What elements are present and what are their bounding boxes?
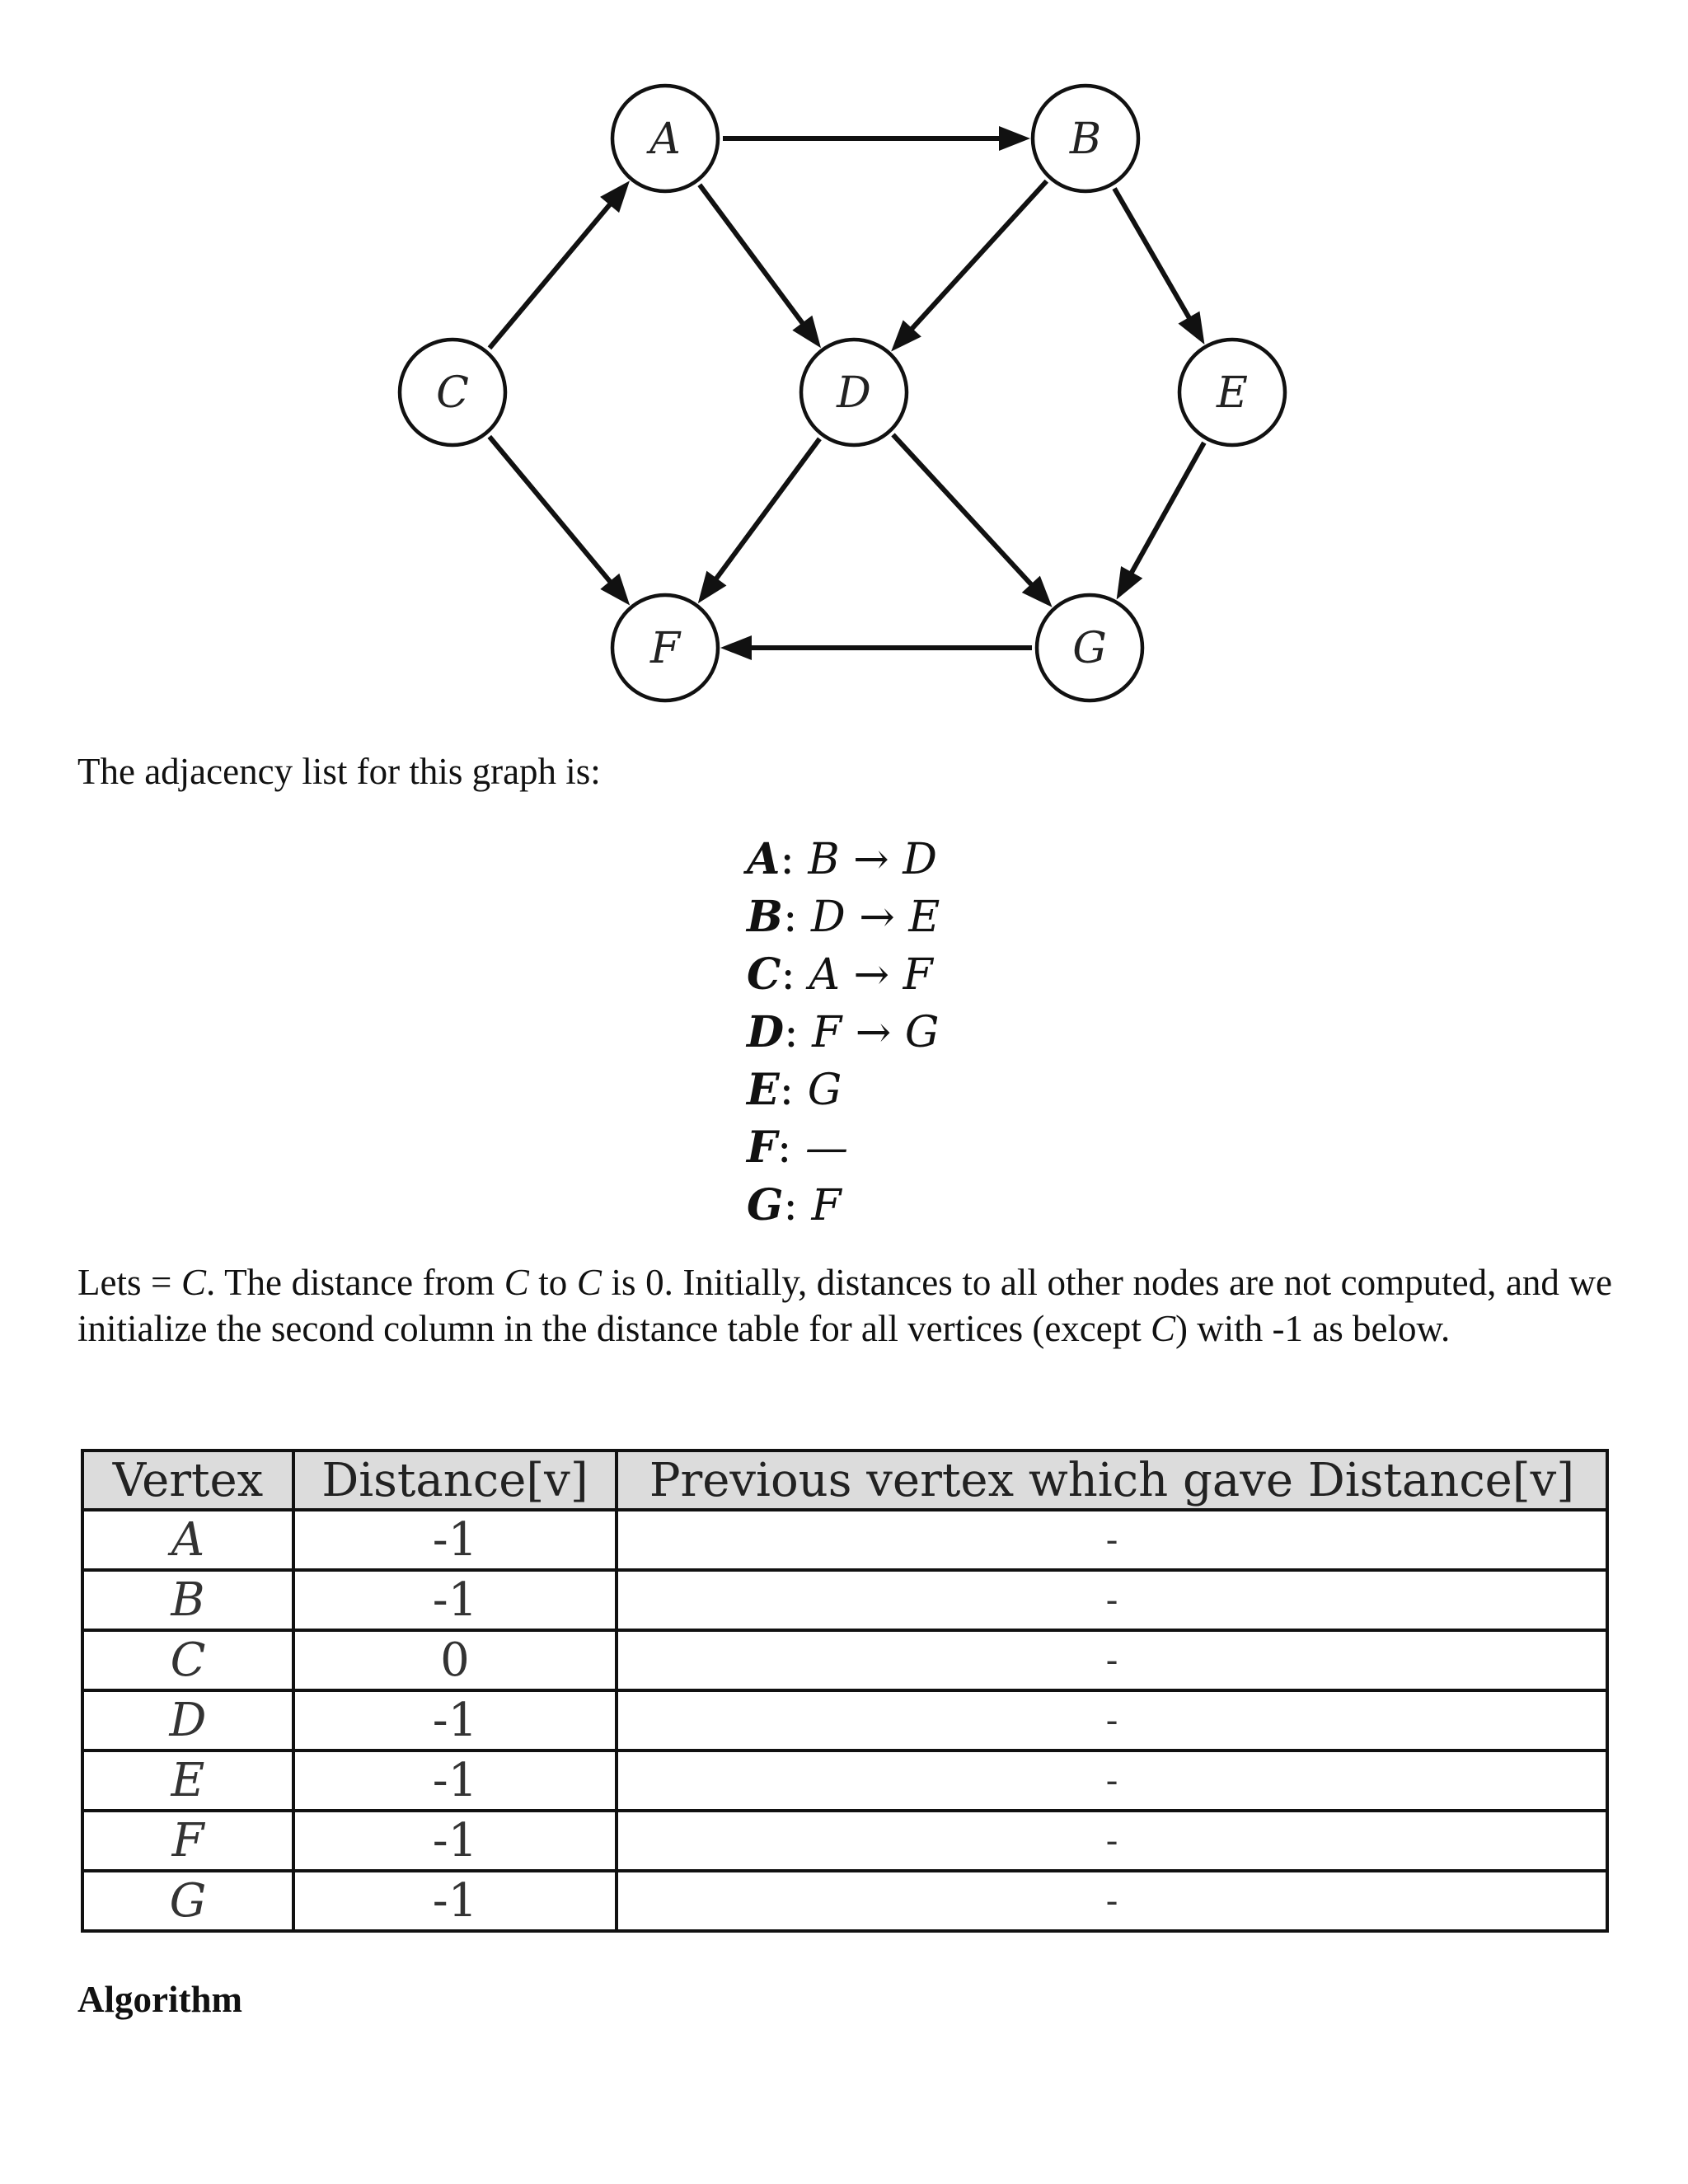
vertex-ref: C <box>576 1262 602 1303</box>
vertex-ref: C <box>181 1262 207 1303</box>
adjacency-separator: : <box>782 893 798 942</box>
adjacency-targets: F <box>811 1181 842 1230</box>
table-row <box>82 1690 1607 1750</box>
previous-vertex-cell: - <box>617 1871 1607 1931</box>
distance-cell: -1 <box>293 1750 617 1811</box>
vertex-cell: B <box>82 1570 293 1630</box>
distance-cell: -1 <box>293 1690 617 1750</box>
graph-node-b <box>1033 86 1138 191</box>
table-row <box>82 1630 1607 1690</box>
adjacency-row-c <box>747 946 940 1004</box>
distance-cell: -1 <box>293 1871 617 1931</box>
explanation-text: to <box>528 1262 577 1303</box>
adjacency-targets: B → D <box>808 835 937 884</box>
table-header-row <box>82 1451 1607 1510</box>
edge-G-F <box>720 635 1032 660</box>
adjacency-vertex: G <box>747 1180 784 1230</box>
node-label: A <box>649 115 681 164</box>
distance-cell: -1 <box>293 1811 617 1871</box>
adjacency-separator: : <box>779 1066 795 1115</box>
adjacency-row-b <box>747 888 940 946</box>
table-row <box>82 1510 1607 1570</box>
adjacency-targets: — <box>804 1123 848 1173</box>
adjacency-vertex: A <box>747 834 781 884</box>
adjacency-intro-text: The adjacency list for this graph is: <box>77 751 601 792</box>
explanation-text: ) with -1 as below. <box>1175 1308 1451 1349</box>
node-label: D <box>837 368 871 418</box>
adjacency-separator: : <box>780 835 795 884</box>
table-row <box>82 1871 1607 1931</box>
previous-vertex-cell: - <box>617 1630 1607 1690</box>
column-header-vertex: Vertex <box>82 1451 293 1510</box>
adjacency-separator: : <box>783 1181 798 1230</box>
previous-vertex-cell: - <box>617 1750 1607 1811</box>
graph-node-d <box>801 340 907 445</box>
node-label: B <box>1069 115 1102 164</box>
edge-D-G <box>893 434 1052 607</box>
graph-node-a <box>612 86 718 191</box>
adjacency-targets: G <box>807 1066 842 1115</box>
graph-diagram <box>0 0 1688 742</box>
edge-B-E <box>1114 189 1204 344</box>
graph-node-g <box>1037 595 1142 701</box>
node-label: E <box>1217 368 1248 418</box>
explanation-text: Lets = <box>77 1262 182 1303</box>
vertex-ref: C <box>1151 1308 1176 1349</box>
adjacency-vertex: C <box>747 949 781 1000</box>
adjacency-list <box>747 831 940 1235</box>
edge-B-D <box>891 181 1047 352</box>
adjacency-row-e <box>747 1062 940 1119</box>
node-label: G <box>1072 624 1107 673</box>
edge-D-F <box>698 438 820 603</box>
edge-E-G <box>1117 443 1204 599</box>
graph-node-e <box>1179 340 1285 445</box>
edge-C-A <box>490 180 630 348</box>
vertex-cell: E <box>82 1750 293 1811</box>
vertex-ref: C <box>504 1262 529 1303</box>
node-label: F <box>649 624 681 673</box>
previous-vertex-cell: - <box>617 1811 1607 1871</box>
distance-cell: -1 <box>293 1510 617 1570</box>
adjacency-vertex: E <box>747 1065 780 1115</box>
adjacency-vertex: B <box>747 892 783 942</box>
adjacency-row-d <box>747 1004 940 1062</box>
edge-A-D <box>700 185 821 348</box>
adjacency-vertex: F <box>747 1122 777 1173</box>
explanation-text: . The distance from <box>206 1262 504 1303</box>
adjacency-targets: F → G <box>812 1008 940 1057</box>
table-row <box>82 1570 1607 1630</box>
table-row <box>82 1811 1607 1871</box>
vertex-cell: G <box>82 1871 293 1931</box>
distance-cell: -1 <box>293 1570 617 1630</box>
adjacency-vertex: D <box>747 1007 785 1057</box>
vertex-cell: F <box>82 1811 293 1871</box>
edge-C-F <box>490 437 630 606</box>
distance-cell: 0 <box>293 1630 617 1690</box>
explanation-paragraph <box>77 1259 1612 1352</box>
graph-node-c <box>400 340 505 445</box>
table-row <box>82 1750 1607 1811</box>
explanation-text: is 0. Initially, distances to all other nodes are not computed, and we initialize the second column in the distance table for all vertices (except <box>77 1262 1612 1349</box>
previous-vertex-cell: - <box>617 1510 1607 1570</box>
adjacency-separator: : <box>784 1008 799 1057</box>
edge-A-B <box>723 126 1030 151</box>
column-header-distance: Distance[v] <box>293 1451 617 1510</box>
column-header-previous: Previous vertex which gave Distance[v] <box>617 1451 1607 1510</box>
adjacency-row-f <box>747 1119 940 1177</box>
adjacency-row-g <box>747 1177 940 1235</box>
algorithm-heading: Algorithm <box>77 1979 242 2020</box>
distance-table <box>81 1449 1609 1933</box>
adjacency-targets: A → F <box>809 950 933 1000</box>
adjacency-separator: : <box>781 950 795 1000</box>
vertex-cell: C <box>82 1630 293 1690</box>
adjacency-row-a <box>747 831 940 888</box>
graph-node-f <box>612 595 718 701</box>
adjacency-separator: : <box>776 1123 792 1173</box>
previous-vertex-cell: - <box>617 1570 1607 1630</box>
node-label: C <box>436 368 469 418</box>
adjacency-targets: D → E <box>811 893 940 942</box>
previous-vertex-cell: - <box>617 1690 1607 1750</box>
vertex-cell: D <box>82 1690 293 1750</box>
vertex-cell: A <box>82 1510 293 1570</box>
